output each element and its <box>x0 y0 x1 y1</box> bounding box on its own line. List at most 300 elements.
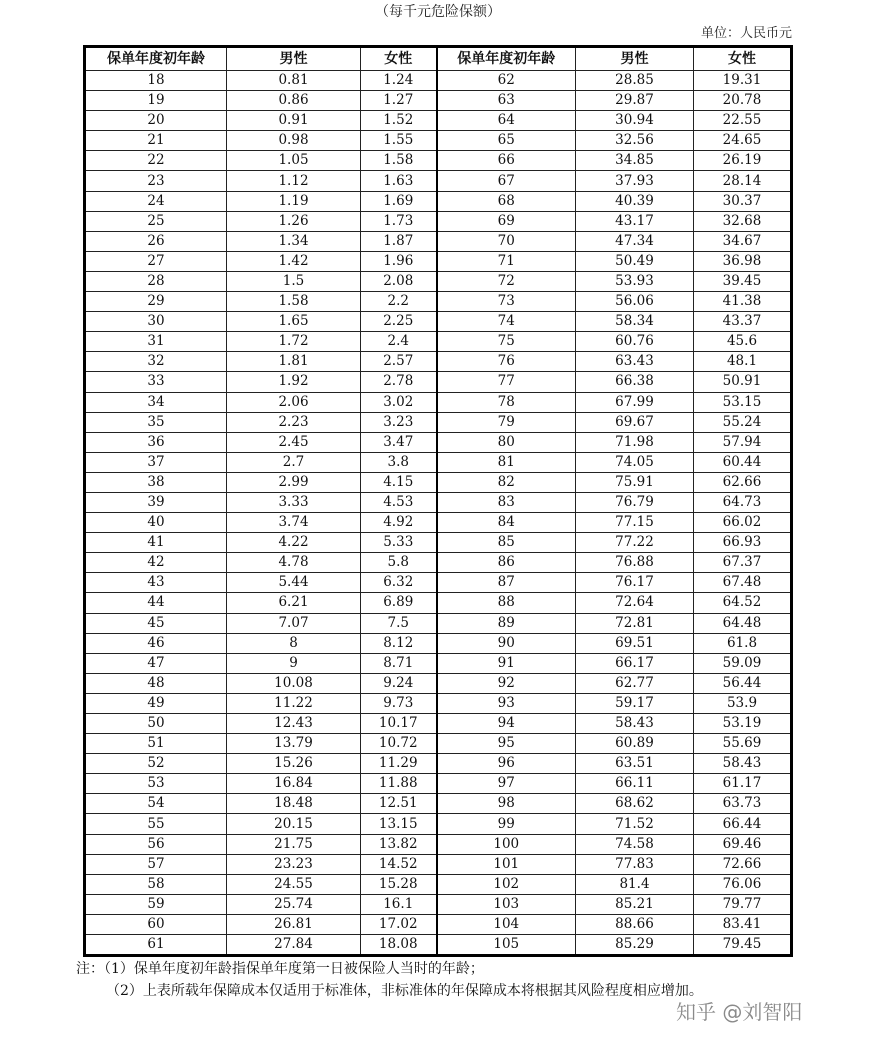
table-cell: 85.21 <box>576 894 694 914</box>
table-row <box>85 191 792 211</box>
table-cell: 69.51 <box>576 633 694 653</box>
table-row <box>85 492 792 512</box>
table-cell: 3.47 <box>361 432 437 452</box>
table-row <box>85 894 792 914</box>
table-cell: 87 <box>437 573 576 593</box>
premium-rate-table <box>83 45 793 957</box>
table-cell: 49 <box>85 693 227 713</box>
table-row <box>85 131 792 151</box>
table-cell: 2.78 <box>361 372 437 392</box>
table-cell: 1.55 <box>361 131 437 151</box>
table-cell: 21.75 <box>227 834 361 854</box>
zhihu-watermark: 知乎 @刘智阳 <box>676 1000 803 1024</box>
table-cell: 75.91 <box>576 472 694 492</box>
table-cell: 43 <box>85 573 227 593</box>
table-cell: 66.93 <box>694 533 792 553</box>
table-cell: 59 <box>85 894 227 914</box>
table-cell: 12.51 <box>361 794 437 814</box>
table-row <box>85 151 792 171</box>
table-cell: 32 <box>85 352 227 372</box>
table-cell: 31 <box>85 332 227 352</box>
table-cell: 64.52 <box>694 593 792 613</box>
table-cell: 67.48 <box>694 573 792 593</box>
table-row <box>85 352 792 372</box>
table-cell: 89 <box>437 613 576 633</box>
table-cell: 38 <box>85 472 227 492</box>
table-row <box>85 91 792 111</box>
table-cell: 0.81 <box>227 71 361 91</box>
table-cell: 36 <box>85 432 227 452</box>
column-header: 保单年度初年龄 <box>437 47 576 71</box>
table-cell: 20 <box>85 111 227 131</box>
column-header: 保单年度初年龄 <box>85 47 227 71</box>
table-cell: 65 <box>437 131 576 151</box>
table-cell: 11.88 <box>361 774 437 794</box>
table-cell: 74.58 <box>576 834 694 854</box>
table-cell: 5.8 <box>361 553 437 573</box>
table-cell: 39.45 <box>694 271 792 291</box>
table-cell: 51 <box>85 734 227 754</box>
table-cell: 64.73 <box>694 492 792 512</box>
table-cell: 55 <box>85 814 227 834</box>
table-cell: 56.06 <box>576 292 694 312</box>
table-cell: 1.42 <box>227 251 361 271</box>
table-cell: 41 <box>85 533 227 553</box>
table-row <box>85 814 792 834</box>
table-cell: 63.43 <box>576 352 694 372</box>
table-cell: 72 <box>437 271 576 291</box>
table-cell: 1.92 <box>227 372 361 392</box>
table-cell: 1.52 <box>361 111 437 131</box>
table-row <box>85 392 792 412</box>
table-cell: 58.34 <box>576 312 694 332</box>
table-cell: 1.72 <box>227 332 361 352</box>
table-cell: 70 <box>437 231 576 251</box>
table-cell: 9 <box>227 653 361 673</box>
table-cell: 4.92 <box>361 513 437 533</box>
table-cell: 58.43 <box>694 754 792 774</box>
table-cell: 76.06 <box>694 874 792 894</box>
table-cell: 64.48 <box>694 613 792 633</box>
table-cell: 62.77 <box>576 673 694 693</box>
table-cell: 28.85 <box>576 71 694 91</box>
table-cell: 27.84 <box>227 935 361 956</box>
table-cell: 1.24 <box>361 71 437 91</box>
table-cell: 8.12 <box>361 633 437 653</box>
table-cell: 6.89 <box>361 593 437 613</box>
table-cell: 80 <box>437 432 576 452</box>
table-row <box>85 553 792 573</box>
table-row <box>85 754 792 774</box>
table-cell: 3.74 <box>227 513 361 533</box>
table-cell: 2.99 <box>227 472 361 492</box>
table-cell: 15.26 <box>227 754 361 774</box>
table-cell: 4.78 <box>227 553 361 573</box>
table-cell: 63.51 <box>576 754 694 774</box>
table-cell: 3.23 <box>361 412 437 432</box>
table-cell: 50 <box>85 714 227 734</box>
table-cell: 56 <box>85 834 227 854</box>
table-cell: 76.17 <box>576 573 694 593</box>
table-row <box>85 312 792 332</box>
table-cell: 59.09 <box>694 653 792 673</box>
table-cell: 59.17 <box>576 693 694 713</box>
table-row <box>85 693 792 713</box>
table-cell: 1.69 <box>361 191 437 211</box>
table-cell: 24.55 <box>227 874 361 894</box>
column-header: 男性 <box>576 47 694 71</box>
table-cell: 50.49 <box>576 251 694 271</box>
table-row <box>85 372 792 392</box>
table-cell: 4.22 <box>227 533 361 553</box>
table-cell: 52 <box>85 754 227 774</box>
table-cell: 1.58 <box>227 292 361 312</box>
table-cell: 12.43 <box>227 714 361 734</box>
table-cell: 76.88 <box>576 553 694 573</box>
table-cell: 13.82 <box>361 834 437 854</box>
table-row <box>85 412 792 432</box>
table-cell: 47 <box>85 653 227 673</box>
table-cell: 98 <box>437 794 576 814</box>
table-cell: 90 <box>437 633 576 653</box>
table-cell: 33 <box>85 372 227 392</box>
table-cell: 66 <box>437 151 576 171</box>
footnote-2: （2）上表所载年保障成本仅适用于标准体，非标准体的年保障成本将根据其风险程度相应增加。 <box>106 983 703 999</box>
table-cell: 78 <box>437 392 576 412</box>
table-cell: 1.87 <box>361 231 437 251</box>
table-row <box>85 613 792 633</box>
table-cell: 7.5 <box>361 613 437 633</box>
table-cell: 42 <box>85 553 227 573</box>
table-cell: 0.91 <box>227 111 361 131</box>
table-cell: 103 <box>437 894 576 914</box>
table-row <box>85 111 792 131</box>
table-cell: 10.08 <box>227 673 361 693</box>
table-cell: 2.25 <box>361 312 437 332</box>
table-cell: 26.81 <box>227 914 361 934</box>
table-row <box>85 513 792 533</box>
table-cell: 2.2 <box>361 292 437 312</box>
table-cell: 1.19 <box>227 191 361 211</box>
table-cell: 3.33 <box>227 492 361 512</box>
table-row <box>85 251 792 271</box>
column-header: 男性 <box>227 47 361 71</box>
table-cell: 94 <box>437 714 576 734</box>
table-cell: 75 <box>437 332 576 352</box>
table-cell: 85 <box>437 533 576 553</box>
footnotes <box>76 958 836 1002</box>
table-cell: 27 <box>85 251 227 271</box>
table-cell: 45.6 <box>694 332 792 352</box>
table-cell: 63.73 <box>694 794 792 814</box>
table-cell: 39 <box>85 492 227 512</box>
table-cell: 13.15 <box>361 814 437 834</box>
column-header: 女性 <box>361 47 437 71</box>
table-cell: 34.85 <box>576 151 694 171</box>
table-cell: 53.15 <box>694 392 792 412</box>
table-cell: 26 <box>85 231 227 251</box>
table-cell: 1.12 <box>227 171 361 191</box>
table-cell: 53.19 <box>694 714 792 734</box>
table-cell: 2.4 <box>361 332 437 352</box>
table-cell: 37.93 <box>576 171 694 191</box>
table-cell: 66.44 <box>694 814 792 834</box>
table-row <box>85 533 792 553</box>
table-cell: 76 <box>437 352 576 372</box>
table-cell: 5.44 <box>227 573 361 593</box>
table-cell: 66.02 <box>694 513 792 533</box>
table-cell: 25 <box>85 211 227 231</box>
table-row <box>85 211 792 231</box>
table-cell: 6.32 <box>361 573 437 593</box>
table-cell: 72.66 <box>694 854 792 874</box>
table-row <box>85 292 792 312</box>
table-cell: 22.55 <box>694 111 792 131</box>
table-cell: 2.08 <box>361 271 437 291</box>
table-cell: 16.84 <box>227 774 361 794</box>
table-cell: 20.78 <box>694 91 792 111</box>
table-cell: 10.17 <box>361 714 437 734</box>
table-cell: 60 <box>85 914 227 934</box>
table-row <box>85 673 792 693</box>
table-cell: 64 <box>437 111 576 131</box>
table-header-row <box>85 47 792 71</box>
table-cell: 74 <box>437 312 576 332</box>
table-cell: 53 <box>85 774 227 794</box>
table-cell: 79.45 <box>694 935 792 956</box>
table-cell: 14.52 <box>361 854 437 874</box>
table-cell: 53.9 <box>694 693 792 713</box>
table-cell: 60.76 <box>576 332 694 352</box>
table-cell: 9.73 <box>361 693 437 713</box>
table-cell: 6.21 <box>227 593 361 613</box>
table-cell: 2.57 <box>361 352 437 372</box>
table-cell: 30.94 <box>576 111 694 131</box>
table-cell: 105 <box>437 935 576 956</box>
table-cell: 4.15 <box>361 472 437 492</box>
table-cell: 29.87 <box>576 91 694 111</box>
table-cell: 2.45 <box>227 432 361 452</box>
table-cell: 81 <box>437 452 576 472</box>
table-cell: 84 <box>437 513 576 533</box>
table-cell: 2.23 <box>227 412 361 432</box>
table-cell: 28.14 <box>694 171 792 191</box>
table-row <box>85 171 792 191</box>
table-row <box>85 653 792 673</box>
table-cell: 1.63 <box>361 171 437 191</box>
table-cell: 36.98 <box>694 251 792 271</box>
table-row <box>85 794 792 814</box>
table-row <box>85 231 792 251</box>
table-row <box>85 71 792 91</box>
table-cell: 91 <box>437 653 576 673</box>
table-cell: 43.37 <box>694 312 792 332</box>
table-row <box>85 935 792 956</box>
table-cell: 3.8 <box>361 452 437 472</box>
table-cell: 97 <box>437 774 576 794</box>
table-cell: 79 <box>437 412 576 432</box>
table-cell: 102 <box>437 874 576 894</box>
table-cell: 71.98 <box>576 432 694 452</box>
table-cell: 1.73 <box>361 211 437 231</box>
table-row <box>85 774 792 794</box>
column-header: 女性 <box>694 47 792 71</box>
table-cell: 57.94 <box>694 432 792 452</box>
table-cell: 4.53 <box>361 492 437 512</box>
footnote-1: 注：（1）保单年度初年龄指保单年度第一日被保险人当时的年龄； <box>76 961 484 977</box>
table-cell: 28 <box>85 271 227 291</box>
table-cell: 2.06 <box>227 392 361 412</box>
table-cell: 1.96 <box>361 251 437 271</box>
table-cell: 13.79 <box>227 734 361 754</box>
table-cell: 74.05 <box>576 452 694 472</box>
table-cell: 81.4 <box>576 874 694 894</box>
table-cell: 67.99 <box>576 392 694 412</box>
table-row <box>85 472 792 492</box>
table-cell: 30.37 <box>694 191 792 211</box>
table-cell: 93 <box>437 693 576 713</box>
table-cell: 29 <box>85 292 227 312</box>
table-cell: 18.48 <box>227 794 361 814</box>
table-cell: 54 <box>85 794 227 814</box>
table-cell: 60.44 <box>694 452 792 472</box>
table-cell: 53.93 <box>576 271 694 291</box>
table-cell: 8 <box>227 633 361 653</box>
table-row <box>85 874 792 894</box>
table-cell: 96 <box>437 754 576 774</box>
table-cell: 37 <box>85 452 227 472</box>
table-cell: 15.28 <box>361 874 437 894</box>
table-cell: 1.65 <box>227 312 361 332</box>
table-cell: 24 <box>85 191 227 211</box>
table-cell: 1.27 <box>361 91 437 111</box>
table-cell: 1.81 <box>227 352 361 372</box>
table-cell: 0.86 <box>227 91 361 111</box>
table-cell: 83.41 <box>694 914 792 934</box>
table-cell: 1.58 <box>361 151 437 171</box>
table-cell: 35 <box>85 412 227 432</box>
table-cell: 77.22 <box>576 533 694 553</box>
table-cell: 34 <box>85 392 227 412</box>
table-cell: 30 <box>85 312 227 332</box>
table-cell: 67 <box>437 171 576 191</box>
table-cell: 41.38 <box>694 292 792 312</box>
table-cell: 48 <box>85 673 227 693</box>
table-cell: 1.26 <box>227 211 361 231</box>
table-cell: 19 <box>85 91 227 111</box>
table-cell: 23 <box>85 171 227 191</box>
table-cell: 3.02 <box>361 392 437 412</box>
table-cell: 68 <box>437 191 576 211</box>
table-cell: 44 <box>85 593 227 613</box>
table-cell: 22 <box>85 151 227 171</box>
table-row <box>85 914 792 934</box>
table-cell: 67.37 <box>694 553 792 573</box>
table-cell: 58.43 <box>576 714 694 734</box>
table-cell: 11.22 <box>227 693 361 713</box>
table-cell: 61 <box>85 935 227 956</box>
table-cell: 66.11 <box>576 774 694 794</box>
table-cell: 62.66 <box>694 472 792 492</box>
table-cell: 99 <box>437 814 576 834</box>
table-cell: 56.44 <box>694 673 792 693</box>
table-cell: 34.67 <box>694 231 792 251</box>
table-cell: 18 <box>85 71 227 91</box>
table-cell: 58 <box>85 874 227 894</box>
table-cell: 88.66 <box>576 914 694 934</box>
table-cell: 50.91 <box>694 372 792 392</box>
table-cell: 9.24 <box>361 673 437 693</box>
table-cell: 85.29 <box>576 935 694 956</box>
table-cell: 0.98 <box>227 131 361 151</box>
table-row <box>85 332 792 352</box>
table-cell: 77.15 <box>576 513 694 533</box>
table-cell: 18.08 <box>361 935 437 956</box>
table-cell: 82 <box>437 472 576 492</box>
table-cell: 19.31 <box>694 71 792 91</box>
table-cell: 92 <box>437 673 576 693</box>
table-cell: 24.65 <box>694 131 792 151</box>
table-cell: 7.07 <box>227 613 361 633</box>
table-row <box>85 452 792 472</box>
table-cell: 25.74 <box>227 894 361 914</box>
table-cell: 32.56 <box>576 131 694 151</box>
table-row <box>85 633 792 653</box>
table-row <box>85 593 792 613</box>
table-cell: 104 <box>437 914 576 934</box>
table-row <box>85 714 792 734</box>
table-cell: 83 <box>437 492 576 512</box>
table-cell: 48.1 <box>694 352 792 372</box>
currency-unit-label: 单位：人民币元 <box>700 26 792 41</box>
table-cell: 10.72 <box>361 734 437 754</box>
table-cell: 69.46 <box>694 834 792 854</box>
table-cell: 23.23 <box>227 854 361 874</box>
table-cell: 72.64 <box>576 593 694 613</box>
table-cell: 32.68 <box>694 211 792 231</box>
table-cell: 1.5 <box>227 271 361 291</box>
table-cell: 71.52 <box>576 814 694 834</box>
table-cell: 1.05 <box>227 151 361 171</box>
table-cell: 63 <box>437 91 576 111</box>
table-cell: 73 <box>437 292 576 312</box>
table-cell: 43.17 <box>576 211 694 231</box>
table-cell: 100 <box>437 834 576 854</box>
table-cell: 57 <box>85 854 227 874</box>
table-cell: 79.77 <box>694 894 792 914</box>
table-cell: 26.19 <box>694 151 792 171</box>
table-cell: 101 <box>437 854 576 874</box>
table-cell: 16.1 <box>361 894 437 914</box>
table-row <box>85 834 792 854</box>
table-row <box>85 854 792 874</box>
table-cell: 5.33 <box>361 533 437 553</box>
table-cell: 66.17 <box>576 653 694 673</box>
table-row <box>85 573 792 593</box>
table-row <box>85 734 792 754</box>
table-body <box>85 71 792 956</box>
table-cell: 69 <box>437 211 576 231</box>
table-cell: 2.7 <box>227 452 361 472</box>
table-cell: 77.83 <box>576 854 694 874</box>
table-cell: 72.81 <box>576 613 694 633</box>
table-subtitle: （每千元危险保额） <box>375 4 501 20</box>
table-cell: 88 <box>437 593 576 613</box>
table-cell: 77 <box>437 372 576 392</box>
table-cell: 68.62 <box>576 794 694 814</box>
table-cell: 61.8 <box>694 633 792 653</box>
table-cell: 47.34 <box>576 231 694 251</box>
